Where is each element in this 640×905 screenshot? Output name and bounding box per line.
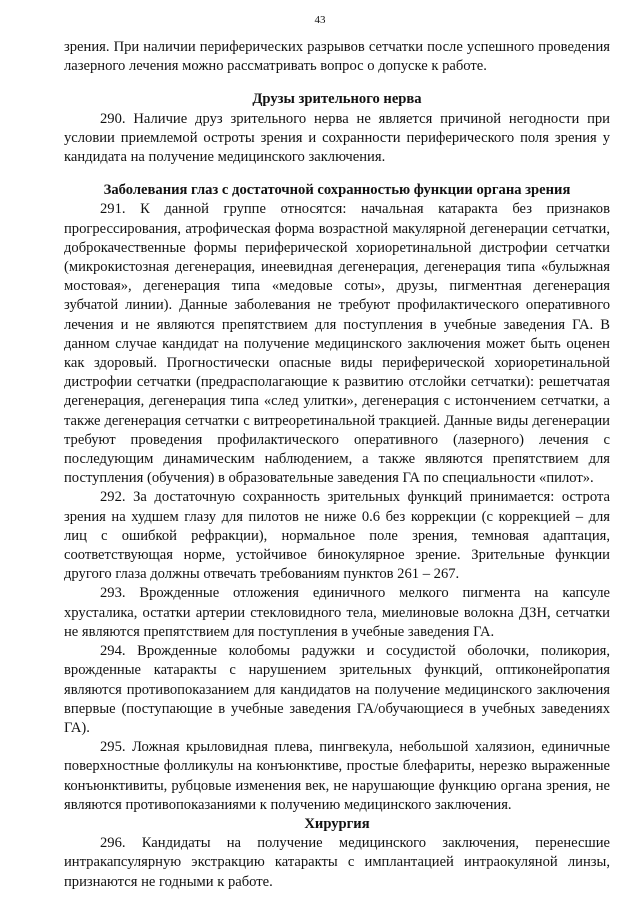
section-heading-drusen: Друзы зрительного нерва: [252, 91, 422, 108]
paragraph-continued: зрения. При наличии периферических разрывов сетчатки после успешного проведения лазерного лечения можно рассматривать вопрос о допуске к работе.: [64, 39, 610, 75]
paragraph-292: 292. За достаточную сохранность зрительных функций принимается: острота зрения на худшем глазу для пилотов не ниже 0.6 без коррекции (с коррекцией – для лиц с ошибкой рефракции), нормальное поле зрения, темновая адаптация, соответствующая норме, устойчивое бинокулярное зрение. Зрительные функции другого глаза должны отвечать требованиям пунктов 261 – 267.: [64, 489, 610, 583]
paragraph-290: 290. Наличие друз зрительного нерва не является причиной негодности при условии приемлемой остроты зрения и сохранности периферического поля зрения у кандидата на получение медицинского заключения.: [64, 110, 610, 166]
paragraph-291: 291. К данной группе относятся: начальная катаракта без признаков прогрессирования, атрофическая форма возрастной макулярной дегенерации сетчатки, доброкачественные формы периферической хориоретинальной дистрофии сетчатки (микрокистозная дегенерация, инеевидная дегенерация, дегенерация типа «булыжная мостовая», дегенерация типа «медовые соты», друзы, пигментная дегенерация зубчатой линии). Данные заболевания не требуют профилактического оперативного лечения и не являются препятствием для поступления в учебные заведения ГА. В данном случае кандидат на получение медицинского заключения может быть оценен как здоровый. Прогностически опасные виды периферической хориоретинальной дистрофии сетчатки (предрасполагающие к развитию отслойки сетчатки): решетчатая дегенерация, дегенерация типа «след улитки», дегенерация с истончением сетчатки, а также дегенерация сетчатки с витреоретинальной тракцией. Данные виды дегенерации требуют проведения профилактического оперативного (лазерного) лечения с последующим динамическим наблюдением, а также являются препятствием для поступления (обучения) в образовательные заведения ГА по специальности «пилот».: [64, 201, 610, 487]
paragraph-296: 296. Кандидаты на получение медицинского заключения, перенесшие интракапсулярную экстракцию катаракты с имплантацией интраокуляной линзы, признаются не годными к работе.: [64, 835, 610, 890]
section-heading-eye-diseases: Заболевания глаз с достаточной сохранностью функции органа зрения: [103, 182, 571, 199]
page-content: [64, 38, 610, 892]
paragraph-295: 295. Ложная крыловидная плева, пингвекула, небольшой халязион, единичные поверхностные фолликулы на конъюнктиве, простые блефариты, нерезко выраженные конъюнктивиты, рубцовые изменения век, не нарушающие функцию органа зрения, не являются противопоказаниями к получению медицинского заключения.: [64, 739, 610, 813]
paragraph-293: 293. Врожденные отложения единичного мелкого пигмента на капсуле хрусталика, остатки артерии стекловидного тела, миелиновые волокна ДЗН, сетчатки не являются препятствием для поступления в учебные заведения ГА.: [64, 585, 610, 640]
paragraph-294: 294. Врожденные колобомы радужки и сосудистой оболочки, поликория, врожденные катаракты с нарушением зрительных функций, оптиконейропатия являются противопоказанием для кандидатов на получение медицинского заключения впервые (поступающие в учебные заведения ГА/обучающиеся в учебных заведениях ГА).: [64, 643, 610, 736]
section-heading-surgery: Хирургия: [304, 815, 370, 832]
page-number: 43: [314, 14, 326, 26]
